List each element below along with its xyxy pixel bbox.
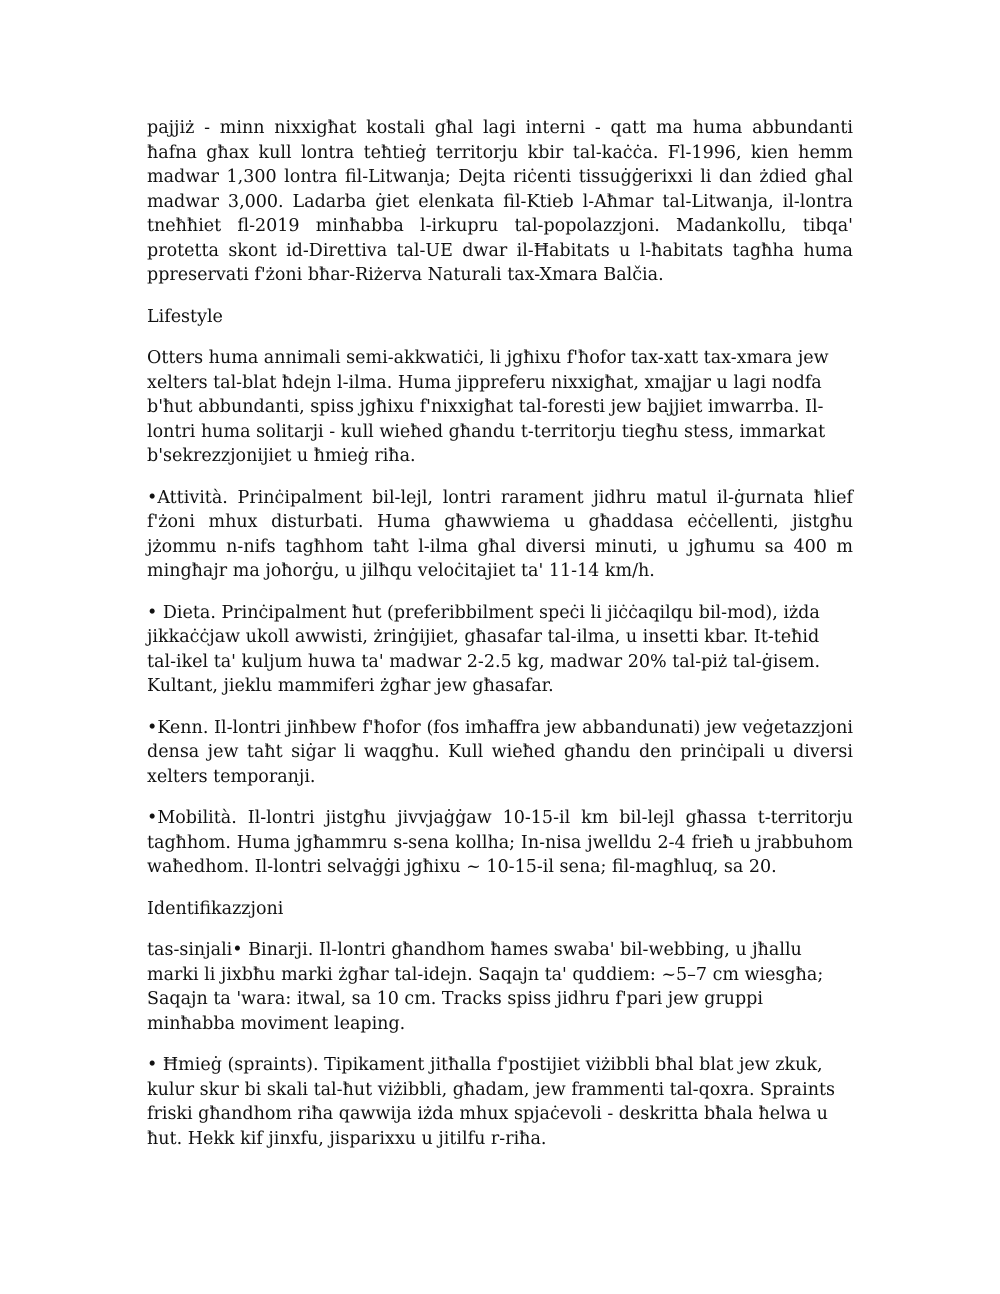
paragraph-activity: •Attività. Prinċipalment bil-lejl, lontri rarament jidhru matul il-ġurnata ħlief f'żoni mhux disturbati. Huma għawwiema u għaddasa eċċellenti, jistgħu jżommu n-nifs tagħhom taħt l-ilma għal diversi minuti, u jgħumu sa 400 m mingħajr ma joħorġu, u jilħqu veloċitajiet ta' 11-14 km/h. xyxy=(147,487,853,581)
paragraph-mobility: •Mobilità. Il-lontri jistgħu jivvjaġġaw 10-15-il km bil-lejl għassa t-territorju tagħhom. Huma jgħammru s-sena kollha; In-nisa jwelldu 2-4 frieħ u jrabbuhom waħedhom. Il-lontri selvaġġi jgħixu ~ 10-15-il sena; fil-magħluq, sa 20. xyxy=(147,808,853,877)
paragraph-tracks: tas-sinjali• Binarji. Il-lontri għandhom ħames swaba' bil-webbing, u jħallu marki li jixbħu marki żgħar tal-idejn. Saqajn ta' quddiem: ~5–7 cm wiesgħa; Saqajn ta 'wara: itwal, sa 10 cm. Tracks spiss jidhru f'pari jew gruppi minħabba moviment leaping. xyxy=(147,940,824,1034)
paragraph-spraints: • Ħmieġ (spraints). Tipikament jitħalla f'postijiet viżibbli bħal blat jew zkuk, kulur skur bi skali tal-ħut viżibbli, għadam, jew frammenti tal-qoxra. Spraints friski għandhom riħa qawwija iżda mhux spjaċevoli - deskritta bħala ħelwa u ħut. Hekk kif jinxfu, jisparixxu u jitilfu r-riħa. xyxy=(147,1055,835,1149)
paragraph-diet: • Dieta. Prinċipalment ħut (preferibbilment speċi li jiċċaqilqu bil-mod), iżda jikkaċċjaw ukoll awwisti, żrinġijiet, għasafar tal-ilma, u insetti kbar. It-teħid tal-ikel ta' kuljum huwa ta' madwar 2-2.5 kg, madwar 20% tal-piż tal-ġisem. Kultant, jieklu mammiferi żgħar jew għasafar. xyxy=(147,602,821,696)
document-page xyxy=(147,116,853,1168)
heading-lifestyle: Lifestyle xyxy=(147,306,223,327)
paragraph-shelter: •Kenn. Il-lontri jinħbew f'ħofor (fos imħaffra jew abbandunati) jew veġetazzjoni densa jew taħt siġar li waqgħu. Kull wieħed għandu den prinċipali u diversi xelters temporanji. xyxy=(147,717,853,787)
heading-identification: Identifikazzjoni xyxy=(147,898,284,919)
paragraph-otter-status: pajjiż - minn nixxigħat kostali għal lagi interni - qatt ma huma abbundanti ħafna għax kull lontra teħtieġ territorju kbir tal-kaċċa. Fl-1996, kien hemm madwar 1,300 lontra fil-Litwanja; Dejta riċenti tissuġġerixxi li dan żdied għal madwar 3,000. Ladarba ġiet elenkata fil-Ktieb l-Aħmar tal-Litwanja, il-lontra tneħħiet fl-2019 minħabba l-irkupru tal-popolazzjoni. Madankollu, tibqa' protetta skont id-Direttiva tal-UE dwar il-Ħabitats u l-ħabitats tagħha huma ppreservati f'żoni bħar-Riżerva Naturali tax-Xmara Balčia. xyxy=(147,118,853,285)
paragraph-lifestyle: Otters huma annimali semi-akkwatiċi, li jgħixu f'ħofor tax-xatt tax-xmara jew xelters tal-blat ħdejn l-ilma. Huma jippreferu nixxigħat, xmajjar u lagi nodfa b'ħut abbundanti, spiss jgħixu f'nixxigħat tal-foresti jew bajjiet imwarrba. Il-lontri huma solitarji - kull wieħed għandu t-territorju tiegħu stess, immarkat b'sekrezzjonijiet u ħmieġ riħa. xyxy=(147,348,829,466)
